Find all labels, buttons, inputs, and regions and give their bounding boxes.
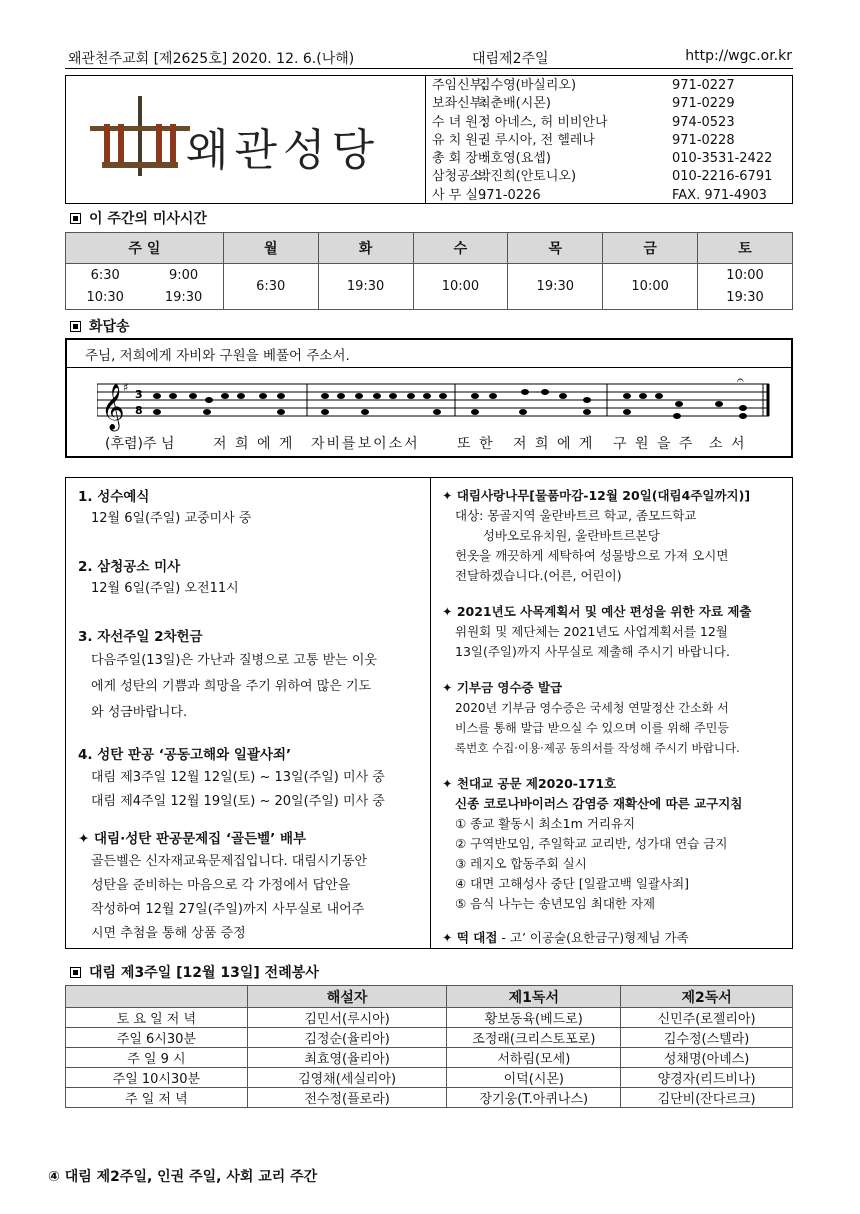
item-text: 위원회 및 제단체는 2021년도 사업계획서를 12월 xyxy=(455,624,728,639)
staff-row: 총 회 장 : 배호영(요셉) 010-3531-2422 xyxy=(432,151,773,167)
sunday-times: 6:30 9:00 10:30 19:30 xyxy=(66,264,224,310)
rice-cake-notice: ✦ 떡 대접 - 고’ 이공술(요한금구)형제님 가족 xyxy=(442,930,689,945)
staff-row: 유 치 원 : 권 루시아, 전 헬레나 971-0228 xyxy=(432,132,735,148)
col-header: 주 일 xyxy=(66,233,224,264)
item-text: 대상: 몽골지역 울란바트르 학교, 좀모드학교 xyxy=(455,508,697,523)
item-text: 12월 6일(주일) 오전11시 xyxy=(91,581,239,596)
table-row: 토 요 일 저 녁 김민서(루시아) 황보동육(베드로) 신민주(로젤리아) xyxy=(66,1008,793,1028)
footer-note: ④ 대림 제2주일, 인권 주일, 사회 교리 주간 xyxy=(48,1169,318,1185)
item-text: 대림 제4주일 12월 19일(토) ~ 20일(주일) 미사 중 xyxy=(91,794,385,809)
item-text: 13일(주일)까지 사무실로 제출해 주시기 바랍니다. xyxy=(455,644,730,659)
thursday-time: 19:30 xyxy=(508,264,603,310)
item-text: 작성하여 12월 27일(주일)까지 사무실로 내어주 xyxy=(91,902,365,917)
item-heading: ✦ 천대교 공문 제2020-171호 xyxy=(442,776,617,791)
table-row: 주 일 저 녁 전수정(플로라) 장기웅(T.아퀴나스) 김단비(잔다르크) xyxy=(66,1088,793,1108)
staff-row: 사 무 실 : 971-0226 FAX. 971-4903 xyxy=(432,187,767,203)
col-header: 수 xyxy=(413,233,508,264)
col-header: 화 xyxy=(318,233,413,264)
svg-text:𝄐: 𝄐 xyxy=(737,374,744,387)
announcements-right xyxy=(442,486,788,948)
col-header: 토 xyxy=(698,233,793,264)
bullet-square-icon xyxy=(70,321,81,332)
item-text: 다음주일(13일)은 가난과 질병으로 고통 받는 이웃 xyxy=(91,653,377,668)
col-header: 제2독서 xyxy=(621,986,793,1008)
item-heading: ✦ 기부금 영수증 발급 xyxy=(442,680,563,695)
item-text: 12월 6일(주일) 교중미사 중 xyxy=(91,511,252,526)
friday-time: 10:00 xyxy=(603,264,698,310)
item-text: 전달하겠습니다.(어른, 어린이) xyxy=(455,568,622,583)
mass-section-title: 이 주간의 미사시간 xyxy=(70,208,207,228)
website-link[interactable]: http://wgc.or.kr xyxy=(685,48,792,64)
psalm-box: 주님, 저희에게 자비와 구원을 베풀어 주소서. 𝄞 ♯ 3 8 𝄐 (후렴)주 님 저 희 에 게 자비를보이소서 또 한 저 희 에 게 구 원 을 주 소 서 xyxy=(65,338,793,458)
logo-title: 왜관성당 xyxy=(186,125,381,176)
church-logo-icon xyxy=(80,86,200,196)
mass-schedule-table xyxy=(65,232,793,310)
staff-row: 수 녀 원 : 정 아네스, 허 비비안나 974-0523 xyxy=(432,114,735,130)
item-text: 록번호 수집·이용·제공 동의서를 작성해 주시기 바랍니다. xyxy=(455,741,740,755)
item-text: 와 성금바랍니다. xyxy=(91,705,188,720)
staff-row: 주임신부: 김수영(바실리오) 971-0227 xyxy=(432,78,735,93)
item-text: 에게 성탄의 기쁨과 희망을 주기 위하여 많은 기도 xyxy=(91,679,372,694)
duty-section-title: 대림 제3주일 [12월 13일] 전례봉사 xyxy=(70,962,319,982)
item-text: 골든벨은 신자재교육문제집입니다. 대림시기동안 xyxy=(91,854,368,869)
top-rule xyxy=(65,68,793,69)
item-text: ② 구역반모임, 주일학교 교리반, 성가대 연습 금지 xyxy=(455,836,728,851)
liturgy-duty-table xyxy=(65,985,793,1108)
item-heading: ✦ 대림·성탄 판공문제집 ‘골든벨’ 배부 xyxy=(78,831,307,847)
table-row: 주 일 9 시 최효영(율리아) 서하림(모세) 성채명(아녜스) xyxy=(66,1048,793,1068)
table-row: 주일 6시30분 김정순(율리아) 조정래(크리스토포로) 김수정(스텔라) xyxy=(66,1028,793,1048)
col-header: 해설자 xyxy=(247,986,447,1008)
divider xyxy=(67,367,791,368)
psalm-response-text: 주님, 저희에게 자비와 구원을 베풀어 주소서. xyxy=(85,348,350,364)
item-text: ④ 대면 고해성사 중단 [일괄고백 일괄사죄] xyxy=(455,876,690,891)
item-heading: 3. 자선주일 2차헌금 xyxy=(78,629,203,645)
item-text: ⑤ 음식 나누는 송년모임 최대한 자제 xyxy=(455,896,656,911)
sunday-name: 대림제2주일 xyxy=(472,51,549,67)
item-heading: ✦ 대림사랑나무[물품마감-12월 20일(대림4주일까지)] xyxy=(442,488,751,503)
music-staff xyxy=(97,374,787,436)
logo-area xyxy=(66,76,426,203)
col-header: 제1독서 xyxy=(447,986,621,1008)
staff-directory xyxy=(432,77,792,205)
item-text: 성바오로유치원, 울란바트르본당 xyxy=(455,528,660,543)
svg-text:8: 8 xyxy=(135,404,143,417)
item-text: 대림 제3주일 12월 12일(토) ~ 13일(주일) 미사 중 xyxy=(91,770,385,785)
svg-text:♯: ♯ xyxy=(123,381,129,394)
item-text: 헌옷을 깨끗하게 세탁하여 성물방으로 가져 오시면 xyxy=(455,548,729,563)
item-text: 2020년 기부금 영수증은 국세청 연말정산 간소화 서 xyxy=(455,701,729,715)
col-header: 목 xyxy=(508,233,603,264)
masthead-line xyxy=(68,48,792,70)
item-text: ③ 레지오 합동주회 실시 xyxy=(455,856,587,871)
col-header: 월 xyxy=(223,233,318,264)
item-text: ① 종교 활동시 최소1m 거리유지 xyxy=(455,816,636,831)
svg-text:3: 3 xyxy=(135,388,143,401)
tuesday-time: 19:30 xyxy=(318,264,413,310)
table-row: 주일 10시30분 김영채(세실리아) 이덕(시몬) 양경자(리드비나) xyxy=(66,1068,793,1088)
staff-row: 보좌신부: 최춘배(시몬) 971-0229 xyxy=(432,96,735,112)
item-heading: 1. 성수예식 xyxy=(78,489,150,505)
item-heading: ✦ 2021년도 사목계획서 및 예산 편성을 위한 자료 제출 xyxy=(442,604,752,619)
saturday-times: 10:00 19:30 xyxy=(698,264,793,310)
staff-row: 삼청공소: 박진희(안토니오) 010-2216-6791 xyxy=(432,169,773,185)
col-header: 금 xyxy=(603,233,698,264)
item-text: 비스를 통해 발급 받으실 수 있으며 이를 위해 주민등 xyxy=(455,721,729,735)
col-header xyxy=(66,986,248,1008)
item-text: 시면 추첨을 통해 상품 증정 xyxy=(91,926,246,941)
item-heading: 4. 성탄 판공 ‘공동고해와 일괄사죄’ xyxy=(78,747,292,763)
item-subheading: 신종 코로나바이러스 감염증 재확산에 따른 교구지침 xyxy=(455,796,743,811)
column-divider xyxy=(430,478,431,948)
issue-info: 왜관천주교회 [제2625호] 2020. 12. 6.(나해) xyxy=(68,51,355,67)
wednesday-time: 10:00 xyxy=(413,264,508,310)
announcements-left xyxy=(78,486,424,946)
treble-clef-icon: 𝄞 xyxy=(101,384,125,430)
item-text: 성탄을 준비하는 마음으로 각 가정에서 답안을 xyxy=(91,878,351,893)
bullet-square-icon xyxy=(70,967,81,978)
hymn-section-title: 화답송 xyxy=(70,316,130,336)
bullet-square-icon xyxy=(70,213,81,224)
announcements-box xyxy=(65,477,793,949)
monday-time: 6:30 xyxy=(223,264,318,310)
item-heading: 2. 삼청공소 미사 xyxy=(78,559,181,575)
